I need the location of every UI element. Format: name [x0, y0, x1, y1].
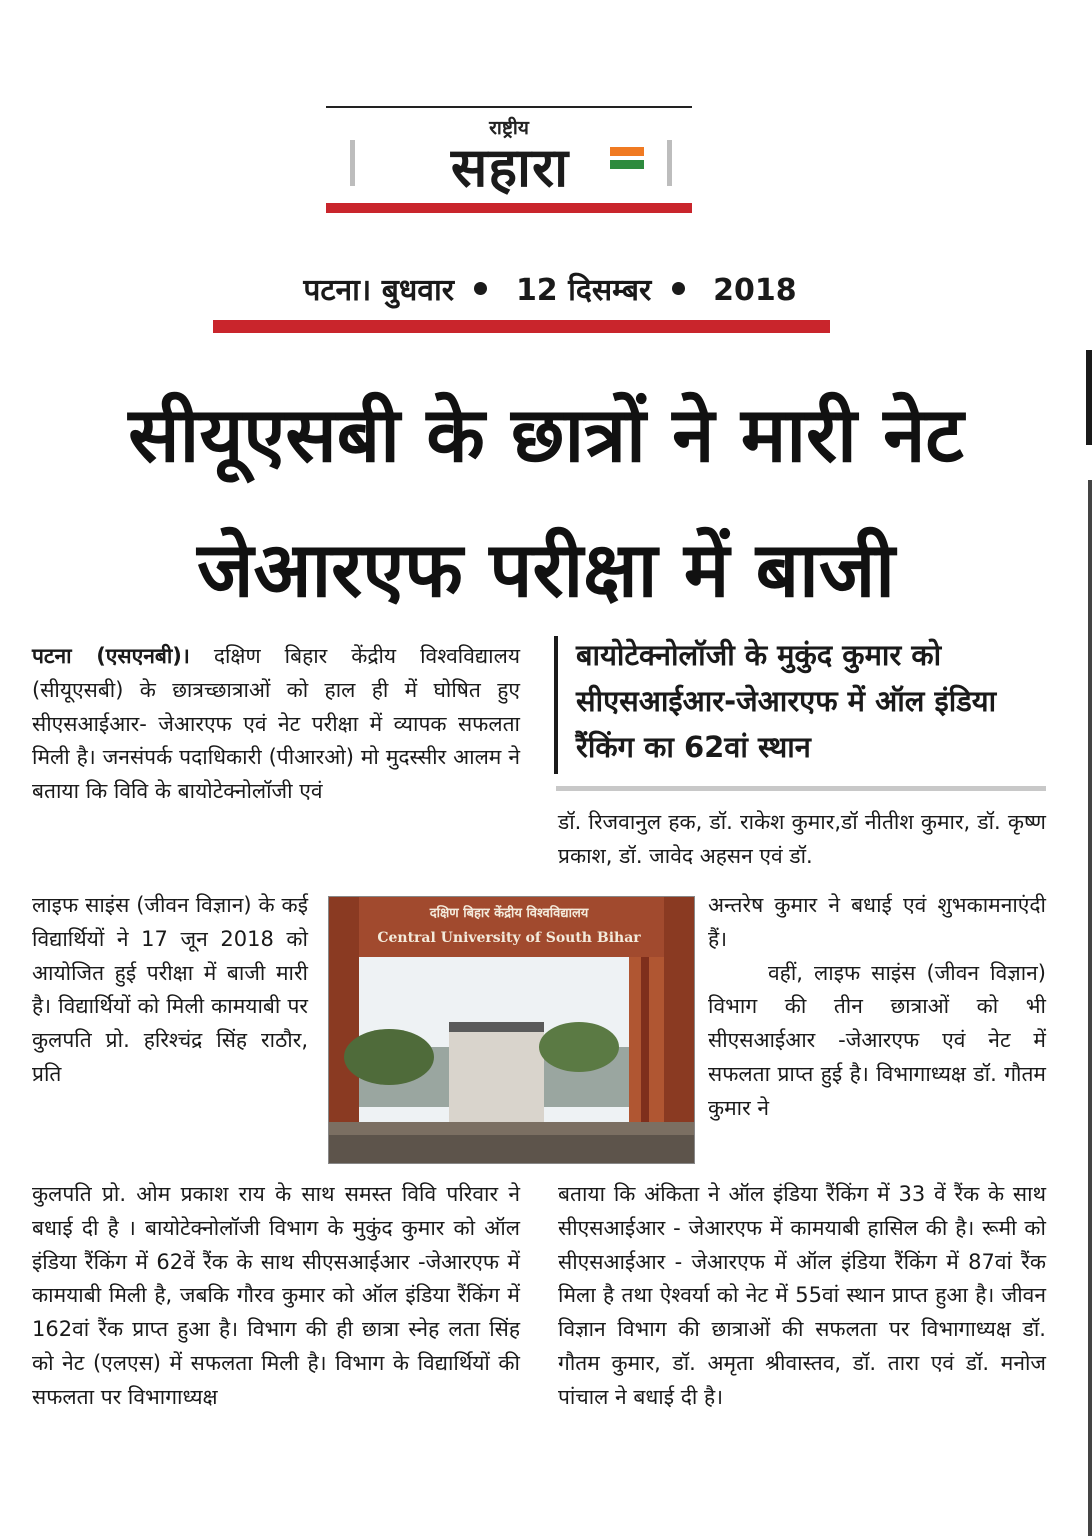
dateline-date: 12 दिसम्बर — [515, 273, 652, 308]
university-photo — [328, 896, 695, 1164]
deck-bar — [554, 636, 558, 774]
subheadline-deck: बायोटेक्नोलॉजी के मुकुंद कुमार को सीएसआईआर-जेआरएफ में ऑल इंडिया रैंकिंग का 62वां स्थान — [576, 638, 997, 764]
article-col2-top: डॉ. रिजवानुल हक, डॉ. राकेश कुमार,डॉ नीतीश कुमार, डॉ. कृष्ण प्रकाश, डॉ. जावेद अहसन एवं डॉ. — [558, 810, 1046, 868]
article-col2-mid — [708, 889, 1046, 1126]
dateline-day: बुधवार — [381, 273, 455, 308]
dateline — [200, 268, 900, 309]
saffron-stripe — [610, 147, 644, 156]
green-stripe — [610, 160, 644, 169]
masthead-left-bar — [350, 140, 355, 186]
dateline-year: 2018 — [713, 273, 797, 308]
masthead-logo: सहारा — [450, 136, 570, 199]
article-col1-mid: लाइफ साइंस (जीवन विज्ञान) के कई विद्यार्थियों ने 17 जून 2018 को आयोजित हुई परीक्षा में बाजी मारी है। विद्यार्थियों को मिली कामयाबी पर कुलपति प्रो. हरिश्चंद्र सिंह राठौर, प्रति — [32, 893, 308, 1086]
article-lead: पटना (एसएनबी)। — [32, 644, 190, 668]
masthead-top-rule — [326, 106, 692, 108]
deck-rule — [556, 786, 1046, 791]
dateline-city: पटना। — [303, 273, 372, 308]
headline-line-2: जेआरएफ परीक्षा में बाजी — [197, 525, 895, 614]
masthead-red-rule — [326, 203, 692, 213]
article-col2-bottom: बताया कि अंकिता ने ऑल इंडिया रैंकिंग में 33 वें रैंक के साथ सीएसआईआर ‑ जेआरएफ में कामयाबी हासिल की है। रूमी को सीएसआईआर ‑ जेआरएफ में ऑल इंडिया रैंकिंग में 87वां रैंक मिला है तथा ऐश्वर्या को नेट में 55वां स्थान प्राप्त हुआ है। जीवन विज्ञान विभाग की छात्राओं की सफलता पर विभागाध्यक्ष डॉ. गौतम कुमार, डॉ. अमृता श्रीवास्तव, डॉ. तारा एवं डॉ. मनोज पांचाल ने बधाई दी है। — [558, 1182, 1046, 1409]
masthead-right-bar — [667, 140, 672, 186]
page-edge-mark — [1086, 350, 1092, 445]
tricolor-logo-mark — [610, 147, 644, 173]
dateline-bullet-icon — [474, 282, 487, 295]
page-edge-rule — [1088, 480, 1092, 1536]
article-col2-mid-para-b: वहीं, लाइफ साइंस (जीवन विज्ञान) विभाग की तीन छात्राओं को भी सीएसआईआर ‑जेआरएफ एवं नेट में सफलता प्राप्त हुई है। विभागाध्यक्ष डॉ. गौतम कुमार ने — [708, 960, 1046, 1120]
photo-sign-english: Central University of South Bihar — [377, 930, 641, 946]
article-col1-top-text: दक्षिण बिहार केंद्रीय विश्वविद्यालय (सीयूएसबी) के छात्रच्छात्राओं को हाल ही में घोषित हुए सीएसआईआर- जेआरएफ एवं नेट परीक्षा में व्यापक सफलता मिली है। जनसंपर्क पदाधिकारी (पीआरओ) मो मुदस्सीर आलम ने बताया कि विवि के बायोटेक्नोलॉजी एवं — [32, 644, 520, 804]
headline-line-1: सीयूएसबी के छात्रों ने मारी नेट — [128, 390, 964, 479]
dateline-red-rule — [213, 320, 830, 333]
article-col1-top — [32, 640, 520, 809]
article-col2-mid-para-a: अन्तरेष कुमार ने बधाई एवं शुभकामनाएंदी हैं। — [708, 893, 1046, 951]
masthead-small-title: राष्ट्रीय — [489, 117, 529, 139]
photo-sign-hindi: दक्षिण बिहार केंद्रीय विश्वविद्यालय — [429, 906, 589, 921]
dateline-bullet-icon — [672, 282, 685, 295]
article-col1-bottom: कुलपति प्रो. ओम प्रकाश राय के साथ समस्त विवि परिवार ने बधाई दी है । बायोटेक्नोलॉजी विभाग के मुकुंद कुमार को ऑल इंडिया रैंकिंग में 62वें रैंक के साथ सीएसआईआर ‑जेआरएफ में कामयाबी मिली है, जबकि गौरव कुमार को ऑल इंडिया रैंकिंग में 162वां रैंक प्राप्त हुआ है। विभाग की ही छात्रा स्नेह लता सिंह को नेट (एलएस) में सफलता मिली है। विभाग के विद्यार्थियों की सफलता पर विभागाध्यक्ष — [32, 1182, 520, 1409]
